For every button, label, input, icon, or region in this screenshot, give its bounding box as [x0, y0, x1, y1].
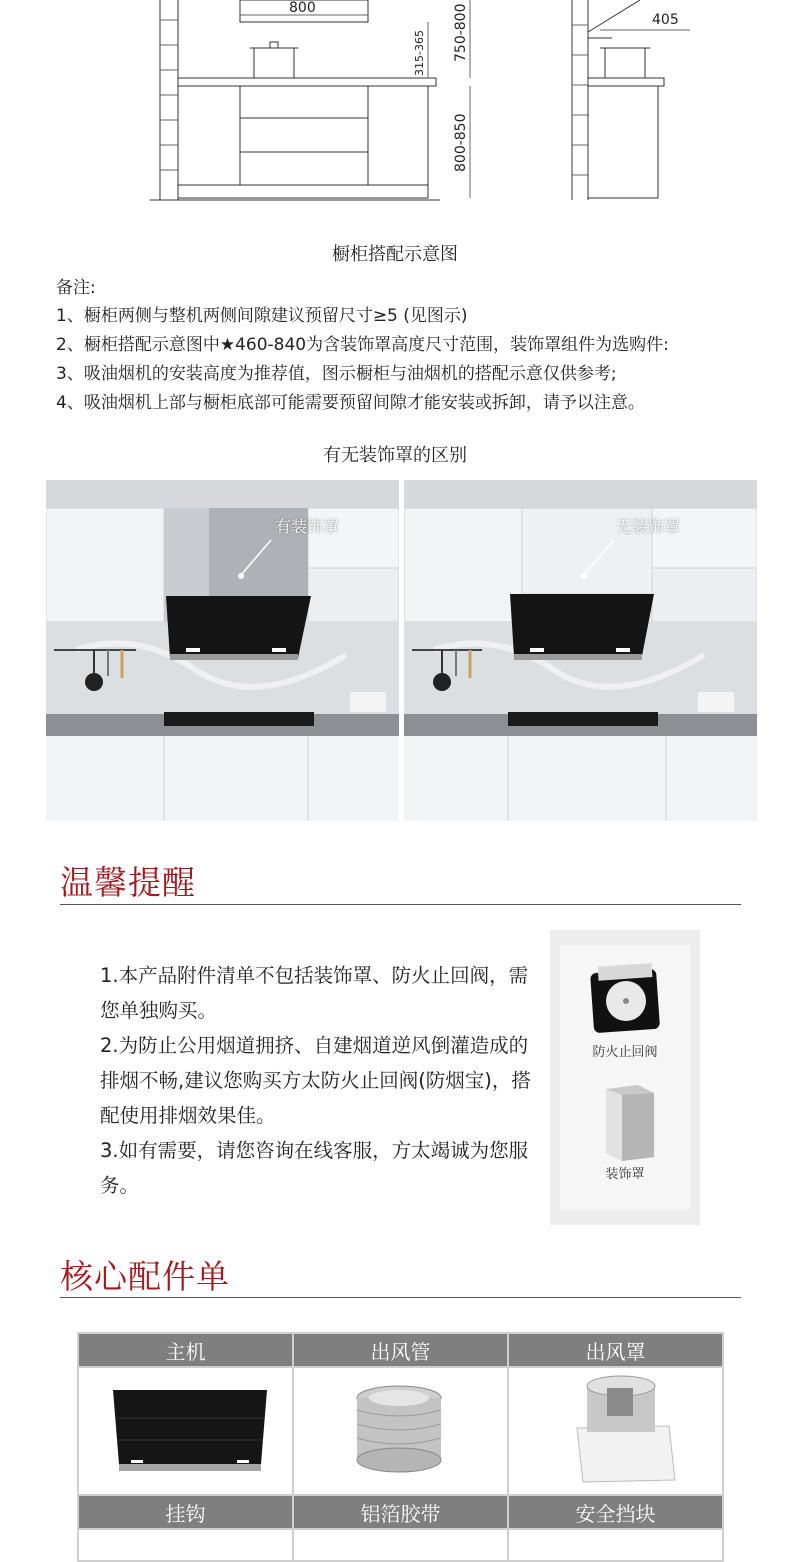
left-wall	[160, 0, 178, 200]
parts-header-duct: 出风管	[293, 1333, 508, 1367]
notes-heading: 备注:	[56, 278, 96, 298]
photo-with-cover	[46, 480, 399, 821]
note-item-3: 3、吸油烟机的安装高度为推荐值，图示橱柜与油烟机的搭配示意仅供参考;	[56, 364, 617, 384]
width-dimension-label: 800	[289, 0, 316, 16]
reminder-divider	[60, 904, 741, 905]
photo-without-cover	[404, 480, 757, 821]
without-cover-label: 无装饰罩	[616, 517, 681, 536]
parts-table	[77, 1332, 724, 1562]
outlet-cover-image	[508, 1367, 723, 1495]
foil-tape-image-cell	[293, 1529, 508, 1561]
with-cover-label: 有装饰罩	[275, 517, 340, 536]
gap-dimension-label: 315-365	[413, 30, 426, 76]
main-unit-image	[78, 1367, 293, 1495]
diagram-caption: 橱柜搭配示意图	[332, 244, 458, 265]
cabinet-diagram	[0, 0, 790, 210]
fire-check-valve-caption: 防火止回阀	[592, 1045, 658, 1060]
reminder-list	[100, 958, 540, 1203]
parts-header-outlet-cover: 出风罩	[508, 1333, 723, 1367]
hook-image-cell	[78, 1529, 293, 1561]
reminder-title: 温馨提醒	[60, 863, 196, 902]
parts-header-foil-tape: 铝箔胶带	[293, 1495, 508, 1529]
note-item-2: 2、橱柜搭配示意图中★460-840为含装饰罩高度尺寸范围，装饰罩组件为选购件:	[56, 335, 669, 355]
optional-parts-panel	[550, 930, 700, 1225]
reminder-item-2: 2.为防止公用烟道拥挤、自建烟道逆风倒灌造成的排烟不畅,建议您购买方太防火止回阀(防烟宝)，搭配使用排烟效果佳。	[100, 1034, 531, 1127]
cabinet-height-label: 800-850	[453, 113, 469, 172]
parts-title: 核心配件单	[60, 1257, 230, 1296]
parts-header-main-unit: 主机	[78, 1333, 293, 1367]
fire-check-valve-image	[588, 963, 662, 1037]
note-item-4: 4、吸油烟机上部与橱柜底部可能需要预留间隙才能安装或拆卸，请予以注意。	[56, 393, 645, 413]
parts-header-hook: 挂钩	[78, 1495, 293, 1529]
note-item-1: 1、橱柜两侧与整机两侧间隙建议预留尺寸≥5 (见图示)	[56, 306, 468, 326]
reminder-item-3: 3.如有需要，请您咨询在线客服，方太竭诚为您服务。	[100, 1139, 529, 1197]
safety-block-image-cell	[508, 1529, 723, 1561]
decorative-cover-image	[598, 1083, 658, 1161]
parts-divider	[60, 1297, 741, 1298]
parts-header-safety-block: 安全挡块	[508, 1495, 723, 1529]
comparison-title: 有无装饰罩的区别	[323, 445, 467, 466]
duct-image	[293, 1367, 508, 1495]
height-dimension-label: 750-800	[453, 3, 469, 62]
depth-dimension-label: 405	[652, 12, 679, 28]
decorative-cover-caption: 装饰罩	[605, 1167, 645, 1182]
reminder-item-1: 1.本产品附件清单不包括装饰罩、防火止回阀，需您单独购买。	[100, 964, 529, 1022]
